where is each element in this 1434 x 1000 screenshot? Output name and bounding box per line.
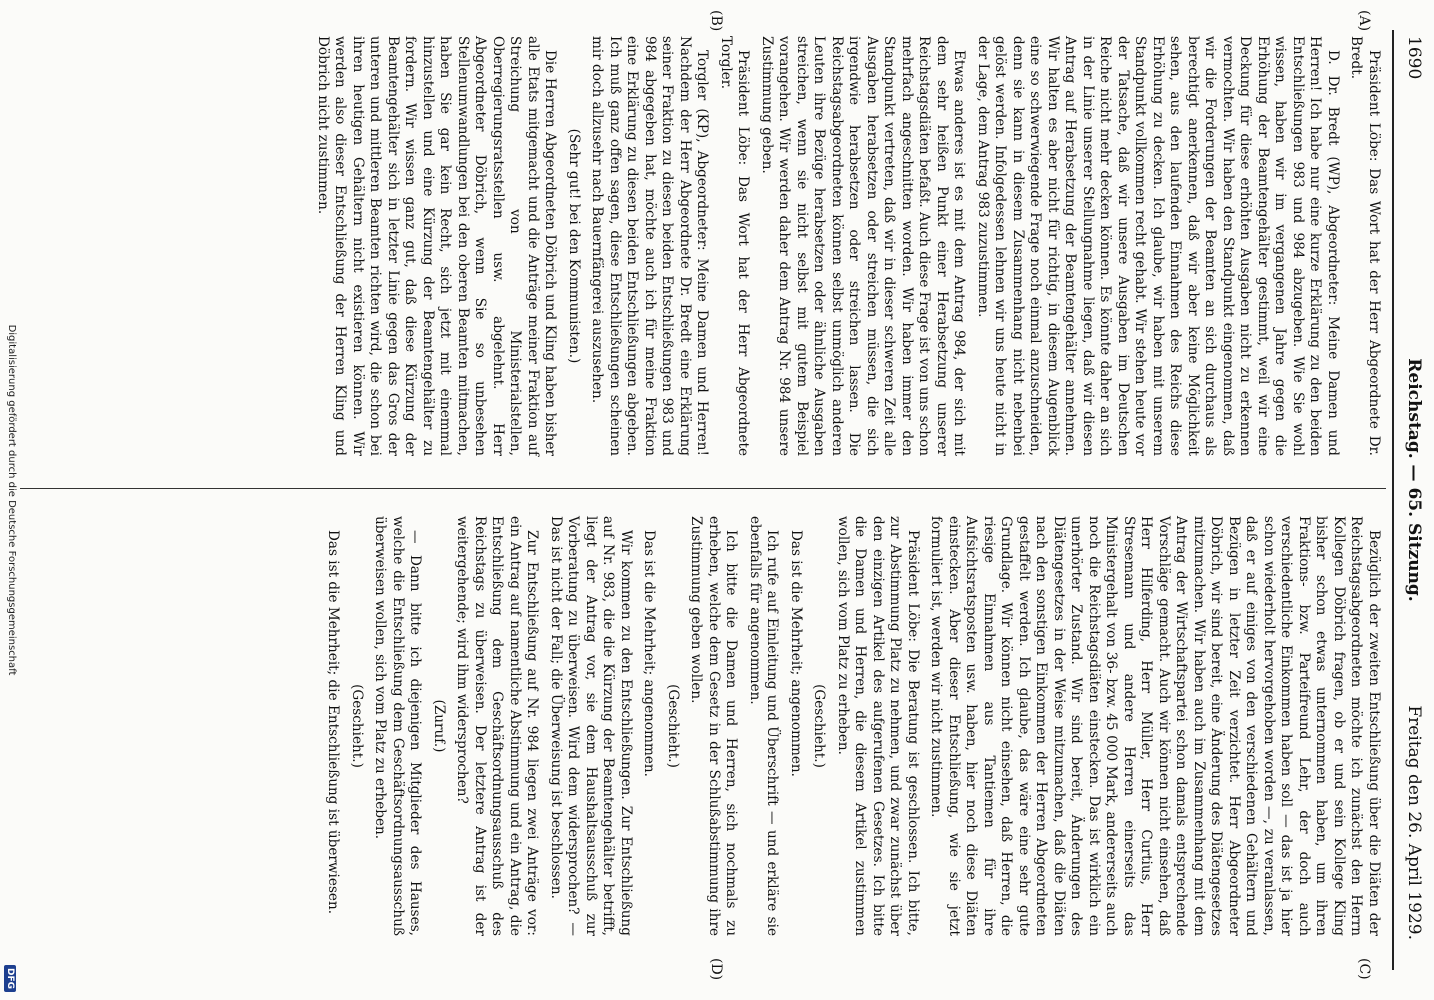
interjection: (Geschieht.) (811, 684, 828, 768)
paragraph: — Dann bitte ich diejenigen Mitglieder des Hauses, welche die Entschließung dem Geschäftsordnungsausschuß überweisen wollen, sich vom Platz zu erheben. (372, 516, 424, 936)
paragraph: Torgler (KP), Abgeordneter: Meine Damen und Herren! Nachdem der Herr Abgeordnete Dr. Bredt eine Erklärung seiner Fraktion zu diesen beiden Entschließungen 983 und 984 abgegeben hat, möchte auch ich für meine Fraktion eine Erklärung zu diesen beiden Entschließungen abgeben. Ich muß ganz offen sagen, diese Entschließungen scheinen mir doch allzusehr nach Bauernfängerei auszusehen. (589, 36, 711, 456)
paragraph: Präsident Löbe: Die Beratung ist geschlossen. Ich bitte, zur Abstimmung Platz zu nehmen, und zwar zunächst über den einzigen Artikel des aufgerufenen Gesetzes. Ich bitte die Damen und Herren, die diesem Artikel zustimmen wollen, sich vom Platz zu erheben. (835, 516, 921, 936)
paragraph: Die Herren Abgeordneten Döbrich und Kling haben bisher alle Etats mitgemacht und die Anträge meiner Fraktion auf Streichung von Ministerialstellen, Oberregierungsratsstellen usw. abgelehnt. Herr Abgeordneter Döbrich, wenn Sie so unbesehen Stellenumwandlungen bei den oberen Beamten mitmachen, haben Sie gar kein Recht, sich jetzt mit einemmal hinzustellen und eine Kürzung der Beamtengehälter zu fordern. Wir wissen ganz gut, daß diese Kürzung der Beamtengehälter sich in letzter Linie gegen das Gros der unteren und mittleren Beamten richten wird, die schon bei ihren heutigen Gehältern nicht existieren können. Wir werden also dieser Entschließung der Herren Kling und Döbrich nicht zustimmen. (315, 36, 559, 456)
column-divider (20, 488, 1386, 489)
page-header (1396, 0, 1424, 1000)
margin-mark-b: (B) (708, 10, 724, 32)
paragraph: Das ist die Mehrheit; angenommen. (641, 530, 658, 777)
paragraph: Bezüglich der zweiten Entschließung über die Diäten der Reichstagsabgeordneten möchte ich zunächst den Herrn Kollegen Döbrich fragen, ob er und sein Kollege Kling bisher schon etwas unternommen haben, um ihren Fraktions- bzw. Parteifreund Lehr, der doch auch verschiedentliche Einkommen haben soll — das ist ja hier schon wiederholt hervorgehoben worden —, zu veranlassen, daß er auf einiges von den verschiedenen Gehältern und Bezügen in letzter Zeit verzichtet. Herr Abgeordneter Döbrich, wir sind bereit, eine Änderung des Diätengesetzes mitzumachen. Wir haben auch im Zusammenhang mit dem Antrag der Wirtschaftspartei schon damals entsprechende Vorschläge gemacht. Auch wir können nicht einsehen, daß Herr Hilferding, Herr Müller, Herr Curtius, Herr Stresemann und andere Herren einerseits das Ministergehalt von 36- bzw. 45 000 Mark, andererseits auch noch die Reichstagsdiäten einstecken. Das ist wirklich ein unerhörter Zustand. Wir sind bereit, Änderungen des Diätengesetzes in der Weise mitzumachen, daß die Diäten nach den sonstigen Einkommen der Herren Abgeordneten gestaffelt werden. Ich glaube, das wäre eine sehr gute Grundlage. Wir können nicht einsehen, daß Herren, die riesige Einnahmen aus Tantiemen für ihre Aufsichtsratsposten usw. haben, hier noch diese Diäten einstecken. Aber dieser Entschließung, wie sie jetzt formuliert ist, werden wir nicht zustimmen. (928, 516, 1382, 936)
interjection: (Sehr gut! bei den Kommunisten.) (566, 128, 582, 364)
header-rule (1392, 30, 1394, 970)
page-number: 1690 (1404, 36, 1424, 80)
paragraph: Ich rufe auf Einleitung und Überschrift — und erkläre sie ebenfalls für angenommen. (747, 516, 781, 936)
paragraph: Etwas anderes ist es mit dem Antrag 984, der sich mit dem sehr heißen Punkt einer Herabsetzung unserer Reichstagsdiäten befaßt. Auch diese Frage ist von uns schon mehrfach angeschnitten worden. Wir haben immer den Standpunkt vertreten, daß wir in dieser schweren Zeit alle Ausgaben herabsetzen oder streichen müssen, die sich irgendwie herabsetzen oder streichen lassen. Die Reichstagsabgeordneten können selbst unmöglich anderen Leuten ihre Bezüge herabsetzen oder ähnliche Ausgaben streichen, wenn sie nicht selbst mit gutem Beispiel vorangehen. Wir werden daher dem Antrag Nr. 984 unsere Zustimmung geben. (759, 36, 968, 456)
paragraph: Ich bitte die Damen und Herren, sich nochmals zu erheben, welche dem Gesetz in der Schlußabstimmung ihre Zustimmung geben wollen. (688, 516, 740, 936)
paragraph: Das ist die Mehrheit; angenommen. (788, 530, 804, 777)
right-column (318, 516, 1382, 936)
paragraph: D. Dr. Bredt (WP), Abgeordneter: Meine Damen und Herren! Ich habe nur eine kurze Erklärung zu den beiden Entschließungen 983 und 984 abzugeben. Wie Sie wohl wissen, haben wir im vergangenen Jahre gegen die Erhöhung der Beamtengehälter gestimmt, weil wir eine Deckung für diese erhöhten Ausgaben nicht zu erkennen vermochten. Wir haben den Standpunkt eingenommen, daß wir die Forderungen der Beamten an sich durchaus als berechtigt anerkennen, daß wir aber keine Möglichkeit sehen, aus den laufenden Einnahmen des Reichs diese Erhöhung zu decken. Ich glaube, wir haben mit unserem Standpunkt vollkommen recht gehabt. Wir stehen heute vor der Tatsache, daß wir unsere Ausgaben im Deutschen Reiche nicht mehr decken können. Es könnte daher an sich in der Linie unserer Stellungnahme liegen, daß wir diesen Antrag auf Herabsetzung der Beamtengehälter annehmen. Wir halten es aber nicht für richtig, in diesem Augenblick eine so schwerwiegende Frage noch einmal anzuschneiden, denn sie kann in diesem Zusammenhang nicht nebenbei gelöst werden. Infolgedessen lehnen wir uns heute nicht in der Lage, dem Antrag 983 zuzustimmen. (975, 36, 1341, 456)
interjection: (Zuruf.) (431, 699, 447, 753)
dfg-logo: DFG (4, 965, 16, 992)
paragraph: Präsident Löbe: Das Wort hat der Herr Abgeordnete Dr. Bredt. (1348, 36, 1382, 456)
paragraph: Präsident Löbe: Das Wort hat der Herr Abgeordnete Torgler. (718, 36, 752, 456)
margin-mark-c: (C) (1356, 958, 1372, 980)
paragraph: Zur Entschließung auf Nr. 984 liegen zwei Anträge vor: ein Antrag auf namentliche Abstimmung und ein Antrag, die Entschließung dem Geschäftsordnungsausschuß des Reichstags zu überweisen. Der letztere Antrag ist der weitergehende; wird ihm widersprochen? (454, 516, 541, 936)
paragraph: Wir kommen zu den Entschließungen. Zur Entschließung auf Nr. 983, die die Kürzung der Beamtengehälter betrifft, liegt der Antrag vor, sie dem Haushaltsausschuß zur Vorberatung zu überweisen. Wird dem widersprochen? — Das ist nicht der Fall; die Überweisung ist beschlossen. (548, 516, 634, 936)
margin-mark-d: (D) (708, 958, 724, 981)
margin-mark-a: (A) (1356, 10, 1372, 32)
paragraph: Das ist die Mehrheit; die Entschließung ist überwiesen. (325, 530, 342, 915)
interjection: (Geschieht.) (349, 684, 365, 768)
digitization-note: Digitalisierung gefördert durch die Deutsche Forschungsgemeinschaft (6, 324, 17, 676)
interjection: (Geschieht.) (665, 684, 681, 768)
left-column (308, 36, 1383, 456)
session-title: Reichstag. — 65. Sitzung. (1404, 358, 1424, 602)
session-date: Freitag den 26. April 1929. (1404, 705, 1424, 940)
